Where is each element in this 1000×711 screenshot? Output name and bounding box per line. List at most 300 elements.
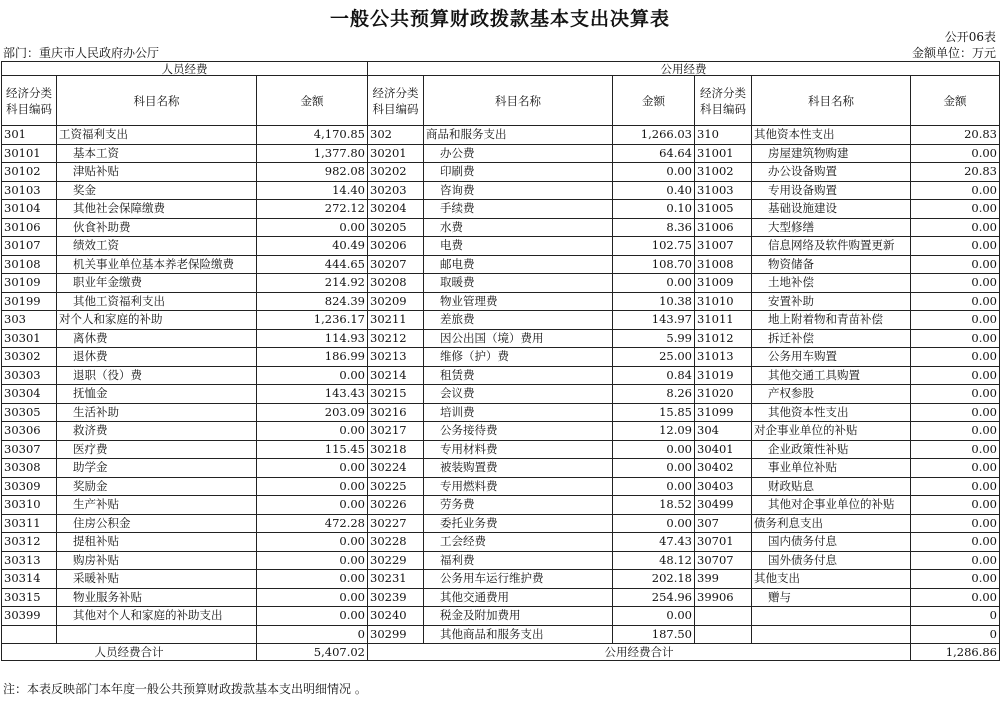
row-amount: 0.00 [911,218,1000,237]
row-item-name: 培训费 [424,403,613,422]
col-header-name: 科目名称 [424,76,613,126]
row-item-name: 维修（护）费 [424,348,613,367]
row-amount: 0.00 [257,570,368,589]
table-row [2,440,1000,459]
row-code: 30212 [368,329,424,348]
row-amount: 0.00 [911,329,1000,348]
row-item-name: 商品和服务支出 [424,126,613,145]
row-code: 30228 [368,533,424,552]
row-amount: 114.93 [257,329,368,348]
row-amount: 0.00 [613,607,695,626]
row-amount: 0.00 [257,496,368,515]
table-row [2,570,1000,589]
row-amount: 20.83 [911,163,1000,182]
row-code [2,625,57,644]
table-row [2,533,1000,552]
table-row [2,477,1000,496]
row-code: 30204 [368,200,424,219]
table-row [2,237,1000,256]
row-code: 30314 [2,570,57,589]
row-item-name: 住房公积金 [57,514,257,533]
row-item-name: 伙食补助费 [57,218,257,237]
table-body [2,126,1000,644]
personnel-total-value: 5,407.02 [257,644,368,661]
row-amount: 0.00 [911,403,1000,422]
row-code: 30308 [2,459,57,478]
row-item-name: 公务用车运行维护费 [424,570,613,589]
row-item-name: 差旅费 [424,311,613,330]
row-code: 30218 [368,440,424,459]
row-amount: 15.85 [613,403,695,422]
row-item-name: 福利费 [424,551,613,570]
row-code: 31011 [695,311,752,330]
row-item-name: 其他资本性支出 [752,126,911,145]
row-code: 31002 [695,163,752,182]
row-amount: 47.43 [613,533,695,552]
row-item-name: 专用燃料费 [424,477,613,496]
row-code: 30101 [2,144,57,163]
row-item-name: 印刷费 [424,163,613,182]
row-item-name: 采暖补贴 [57,570,257,589]
row-amount: 0 [257,625,368,644]
row-code: 30199 [2,292,57,311]
col-header-name: 科目名称 [57,76,257,126]
row-amount: 0.00 [911,237,1000,256]
row-item-name: 基础设施建设 [752,200,911,219]
row-item-name: 电费 [424,237,613,256]
row-item-name [57,625,257,644]
row-code: 301 [2,126,57,145]
row-item-name: 邮电费 [424,255,613,274]
row-code: 30302 [2,348,57,367]
row-amount: 203.09 [257,403,368,422]
row-amount: 0.00 [257,459,368,478]
group-public-header: 公用经费 [368,62,1000,76]
row-item-name: 公务接待费 [424,422,613,441]
row-amount: 12.09 [613,422,695,441]
row-code: 30226 [368,496,424,515]
row-item-name: 被装购置费 [424,459,613,478]
row-amount: 0.00 [613,514,695,533]
row-amount: 0.00 [911,366,1000,385]
table-row [2,311,1000,330]
table-row [2,385,1000,404]
row-item-name [752,607,911,626]
row-item-name: 信息网络及软件购置更新 [752,237,911,256]
row-code: 30206 [368,237,424,256]
row-item-name: 专用设备购置 [752,181,911,200]
table-row [2,366,1000,385]
row-item-name: 机关事业单位基本养老保险缴费 [57,255,257,274]
row-item-name: 地上附着物和青苗补偿 [752,311,911,330]
row-amount: 10.38 [613,292,695,311]
row-item-name: 工资福利支出 [57,126,257,145]
row-amount: 1,236.17 [257,311,368,330]
row-code: 30217 [368,422,424,441]
row-item-name: 办公设备购置 [752,163,911,182]
row-amount: 1,266.03 [613,126,695,145]
table-row [2,403,1000,422]
row-amount: 0.00 [257,551,368,570]
row-code: 30215 [368,385,424,404]
row-code: 30203 [368,181,424,200]
row-code: 30307 [2,440,57,459]
row-amount: 20.83 [911,126,1000,145]
row-item-name: 办公费 [424,144,613,163]
row-item-name: 劳务费 [424,496,613,515]
row-amount: 0 [911,625,1000,644]
row-amount: 64.64 [613,144,695,163]
row-code: 30109 [2,274,57,293]
row-code: 30304 [2,385,57,404]
row-code: 307 [695,514,752,533]
row-amount: 0.00 [911,533,1000,552]
row-amount: 0.00 [911,440,1000,459]
row-item-name: 职业年金缴费 [57,274,257,293]
row-item-name: 拆迁补偿 [752,329,911,348]
public-total-value: 1,286.86 [911,644,1000,661]
row-item-name: 退职（役）费 [57,366,257,385]
row-code: 30239 [368,588,424,607]
row-code: 30301 [2,329,57,348]
table-row [2,292,1000,311]
row-amount: 102.75 [613,237,695,256]
row-amount: 214.92 [257,274,368,293]
row-amount: 0.00 [613,477,695,496]
row-item-name: 产权参股 [752,385,911,404]
row-amount: 0.00 [613,459,695,478]
row-item-name: 企业政策性补贴 [752,440,911,459]
row-item-name: 事业单位补贴 [752,459,911,478]
row-item-name: 国外债务付息 [752,551,911,570]
row-code: 30216 [368,403,424,422]
row-item-name: 医疗费 [57,440,257,459]
row-code: 302 [368,126,424,145]
row-amount: 444.65 [257,255,368,274]
row-amount: 0.00 [911,496,1000,515]
row-amount: 0.00 [911,551,1000,570]
row-item-name: 因公出国（境）费用 [424,329,613,348]
col-header-amount: 金额 [613,76,695,126]
table-row [2,329,1000,348]
row-amount: 0.00 [911,385,1000,404]
col-header-amount: 金额 [257,76,368,126]
row-amount: 0.00 [911,200,1000,219]
row-code: 30107 [2,237,57,256]
row-amount: 0.00 [911,588,1000,607]
group-personnel-header: 人员经费 [2,62,368,76]
footnote: 注：本表反映部门本年度一般公共预算财政拨款基本支出明细情况 。 [3,682,367,696]
row-item-name: 对企事业单位的补贴 [752,422,911,441]
row-code: 30102 [2,163,57,182]
row-code: 30701 [695,533,752,552]
row-item-name: 退休费 [57,348,257,367]
row-item-name: 生产补贴 [57,496,257,515]
row-code: 399 [695,570,752,589]
table-row [2,514,1000,533]
row-amount: 8.36 [613,218,695,237]
row-item-name: 物业服务补贴 [57,588,257,607]
row-item-name: 赠与 [752,588,911,607]
row-item-name: 财政贴息 [752,477,911,496]
row-item-name: 手续费 [424,200,613,219]
row-amount: 0.00 [911,348,1000,367]
row-code: 304 [695,422,752,441]
row-code: 30305 [2,403,57,422]
row-amount: 0.00 [257,533,368,552]
row-code: 30402 [695,459,752,478]
expenditure-table [1,61,1000,661]
row-amount: 0.00 [613,274,695,293]
row-amount: 0.00 [257,422,368,441]
row-item-name: 对个人和家庭的补助 [57,311,257,330]
row-code: 31099 [695,403,752,422]
table-row [2,625,1000,644]
row-item-name: 税金及附加费用 [424,607,613,626]
col-header-code: 经济分类科目编码 [2,76,57,126]
row-item-name: 国内债务付息 [752,533,911,552]
table-row [2,144,1000,163]
table-row [2,274,1000,293]
page-title: 一般公共预算财政拨款基本支出决算表 [329,8,670,30]
column-header-row [2,76,1000,126]
row-code: 31006 [695,218,752,237]
row-amount: 982.08 [257,163,368,182]
row-amount: 187.50 [613,625,695,644]
row-code: 30309 [2,477,57,496]
row-code: 30104 [2,200,57,219]
col-header-name: 科目名称 [752,76,911,126]
row-code: 31005 [695,200,752,219]
row-item-name: 其他交通费用 [424,588,613,607]
row-code: 31012 [695,329,752,348]
row-item-name: 其他社会保障缴费 [57,200,257,219]
form-code: 公开06表 [944,30,996,44]
row-item-name: 其他资本性支出 [752,403,911,422]
row-amount: 40.49 [257,237,368,256]
row-amount: 272.12 [257,200,368,219]
row-amount: 186.99 [257,348,368,367]
row-amount: 0.84 [613,366,695,385]
row-item-name [752,625,911,644]
row-code: 31003 [695,181,752,200]
row-code: 30312 [2,533,57,552]
row-item-name: 生活补助 [57,403,257,422]
row-amount: 0.00 [911,422,1000,441]
table-row [2,496,1000,515]
row-amount: 0.00 [911,477,1000,496]
row-item-name: 大型修缮 [752,218,911,237]
row-code: 30311 [2,514,57,533]
row-code: 30303 [2,366,57,385]
row-item-name: 其他交通工具购置 [752,366,911,385]
table-row [2,255,1000,274]
row-amount: 14.40 [257,181,368,200]
row-amount: 0.00 [911,292,1000,311]
row-item-name: 会议费 [424,385,613,404]
row-code: 30209 [368,292,424,311]
row-item-name: 其他工资福利支出 [57,292,257,311]
row-amount: 0.00 [911,181,1000,200]
row-item-name: 租赁费 [424,366,613,385]
row-amount: 0 [911,607,1000,626]
row-item-name: 其他对企事业单位的补贴 [752,496,911,515]
row-code: 30224 [368,459,424,478]
row-code: 30201 [368,144,424,163]
table-row [2,218,1000,237]
row-code: 30229 [368,551,424,570]
row-code: 31013 [695,348,752,367]
row-amount: 0.00 [257,218,368,237]
row-item-name: 专用材料费 [424,440,613,459]
row-amount: 0.40 [613,181,695,200]
row-item-name: 债务利息支出 [752,514,911,533]
row-item-name: 奖金 [57,181,257,200]
row-code: 30208 [368,274,424,293]
row-item-name: 委托业务费 [424,514,613,533]
row-amount: 8.26 [613,385,695,404]
row-code [695,625,752,644]
row-code: 30205 [368,218,424,237]
row-amount: 4,170.85 [257,126,368,145]
group-header-row [2,62,1000,76]
row-item-name: 咨询费 [424,181,613,200]
row-item-name: 其他对个人和家庭的补助支出 [57,607,257,626]
row-amount: 0.00 [257,588,368,607]
row-code: 30306 [2,422,57,441]
row-amount: 824.39 [257,292,368,311]
row-code: 30108 [2,255,57,274]
row-item-name: 工会经费 [424,533,613,552]
table-row [2,181,1000,200]
row-amount: 143.43 [257,385,368,404]
row-code: 30225 [368,477,424,496]
table-row [2,200,1000,219]
row-amount: 25.00 [613,348,695,367]
col-header-code: 经济分类科目编码 [368,76,424,126]
row-item-name: 奖励金 [57,477,257,496]
row-code: 30313 [2,551,57,570]
row-item-name: 离休费 [57,329,257,348]
row-amount: 1,377.80 [257,144,368,163]
table-row [2,607,1000,626]
row-code: 30403 [695,477,752,496]
row-code: 30499 [695,496,752,515]
row-amount: 48.12 [613,551,695,570]
row-item-name: 取暖费 [424,274,613,293]
row-amount: 254.96 [613,588,695,607]
row-code: 30401 [695,440,752,459]
row-item-name: 物业管理费 [424,292,613,311]
row-code: 30231 [368,570,424,589]
unit-label: 金额单位：万元 [911,46,996,60]
row-code: 30207 [368,255,424,274]
row-item-name: 提租补贴 [57,533,257,552]
row-code: 30202 [368,163,424,182]
personnel-total-label: 人员经费合计 [2,644,257,661]
row-code: 30240 [368,607,424,626]
row-code: 303 [2,311,57,330]
table-row [2,163,1000,182]
row-code: 310 [695,126,752,145]
row-item-name: 绩效工资 [57,237,257,256]
row-amount: 143.97 [613,311,695,330]
row-code: 30399 [2,607,57,626]
col-header-code: 经济分类科目编码 [695,76,752,126]
row-code: 31009 [695,274,752,293]
row-code: 31008 [695,255,752,274]
department-label: 部门：重庆市人民政府办公厅 [3,46,160,60]
row-code: 31007 [695,237,752,256]
row-code: 30106 [2,218,57,237]
row-code: 31001 [695,144,752,163]
row-amount: 0.00 [257,366,368,385]
row-item-name: 公务用车购置 [752,348,911,367]
row-amount: 18.52 [613,496,695,515]
table-row [2,348,1000,367]
row-code: 30213 [368,348,424,367]
col-header-amount: 金额 [911,76,1000,126]
table-row [2,422,1000,441]
table-row [2,551,1000,570]
row-item-name: 购房补贴 [57,551,257,570]
row-amount: 108.70 [613,255,695,274]
row-amount: 0.00 [257,607,368,626]
row-amount: 0.00 [911,514,1000,533]
row-item-name: 土地补偿 [752,274,911,293]
row-code: 31010 [695,292,752,311]
row-code: 30299 [368,625,424,644]
row-amount: 115.45 [257,440,368,459]
row-item-name: 其他支出 [752,570,911,589]
row-amount: 5.99 [613,329,695,348]
row-item-name: 房屋建筑物购建 [752,144,911,163]
row-amount: 0.00 [613,163,695,182]
row-code [695,607,752,626]
row-code: 30707 [695,551,752,570]
row-item-name: 物资储备 [752,255,911,274]
row-amount: 0.00 [257,477,368,496]
row-amount: 0.00 [911,459,1000,478]
row-code: 30103 [2,181,57,200]
row-item-name: 抚恤金 [57,385,257,404]
row-item-name: 救济费 [57,422,257,441]
row-amount: 0.00 [911,144,1000,163]
row-code: 30310 [2,496,57,515]
row-item-name: 津贴补贴 [57,163,257,182]
row-code: 30214 [368,366,424,385]
row-code: 30227 [368,514,424,533]
row-code: 39906 [695,588,752,607]
row-code: 31019 [695,366,752,385]
row-amount: 0.00 [911,570,1000,589]
row-item-name: 安置补助 [752,292,911,311]
table-row [2,126,1000,145]
row-item-name: 其他商品和服务支出 [424,625,613,644]
row-amount: 0.00 [911,255,1000,274]
row-amount: 202.18 [613,570,695,589]
row-amount: 0.00 [911,274,1000,293]
row-amount: 0.10 [613,200,695,219]
table-row [2,588,1000,607]
row-code: 31020 [695,385,752,404]
row-item-name: 水费 [424,218,613,237]
row-item-name: 基本工资 [57,144,257,163]
public-total-label: 公用经费合计 [368,644,911,661]
row-amount: 0.00 [613,440,695,459]
table-row [2,459,1000,478]
row-code: 30315 [2,588,57,607]
